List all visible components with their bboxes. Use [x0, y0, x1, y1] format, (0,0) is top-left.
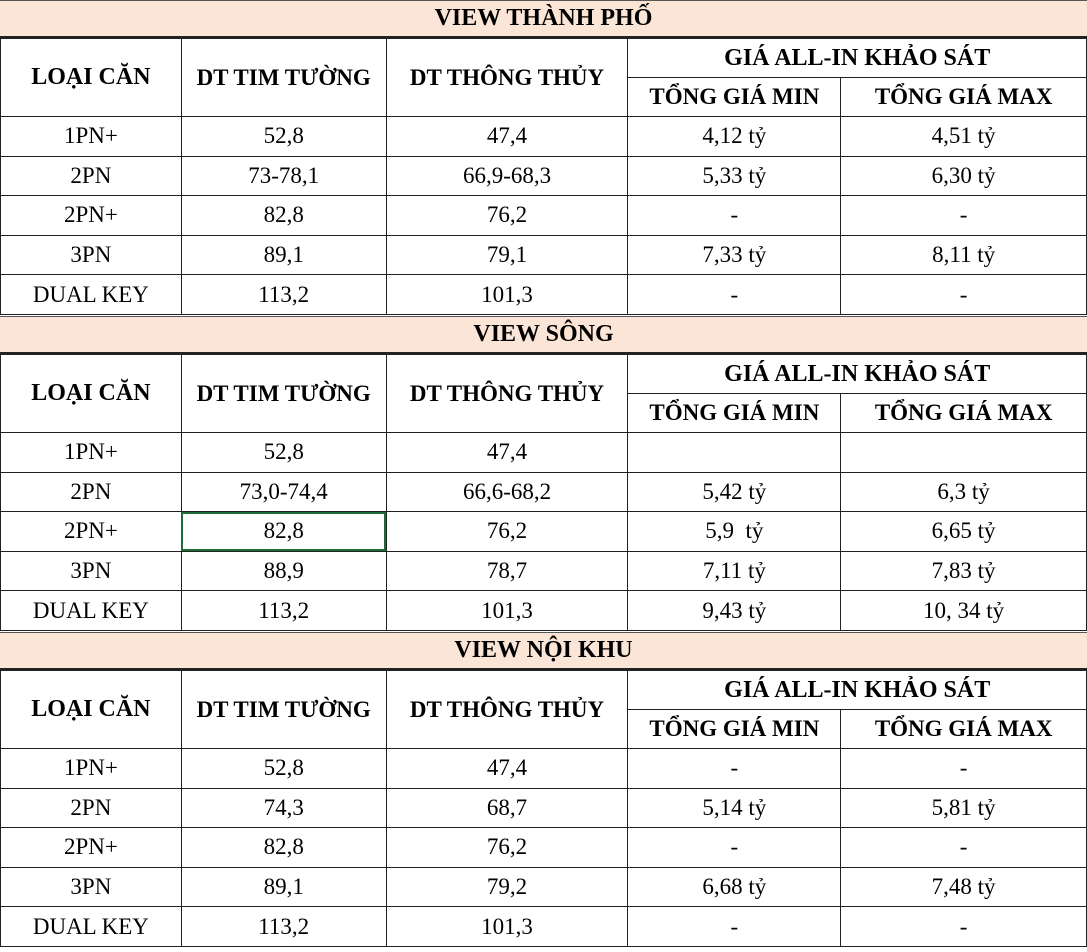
cell-dt-tim-tuong[interactable]: 74,3	[181, 788, 386, 828]
table-row	[1, 867, 1087, 907]
cell-price-max[interactable]: -	[841, 828, 1087, 868]
cell-price-max[interactable]: 7,48 tỷ	[841, 867, 1087, 907]
header-type[interactable]: LOẠI CĂN	[1, 671, 182, 749]
cell-type[interactable]: DUAL KEY	[1, 907, 182, 947]
cell-type[interactable]: 3PN	[1, 867, 182, 907]
table-row	[1, 907, 1087, 947]
cell-type[interactable]: DUAL KEY	[1, 591, 182, 631]
cell-price-min[interactable]: -	[628, 907, 841, 947]
cell-price-min[interactable]: -	[628, 275, 841, 315]
cell-dt-tim-tuong[interactable]: 88,9	[181, 551, 386, 591]
cell-price-min[interactable]: 7,11 tỷ	[628, 551, 841, 591]
header-dt-tim-tuong[interactable]: DT TIM TƯỜNG	[181, 39, 386, 117]
cell-price-min[interactable]: 4,12 tỷ	[628, 117, 841, 157]
cell-price-max[interactable]: 5,81 tỷ	[841, 788, 1087, 828]
cell-price-min[interactable]	[628, 433, 841, 473]
cell-dt-thong-thuy[interactable]: 47,4	[386, 749, 628, 789]
table-row	[1, 788, 1087, 828]
cell-dt-tim-tuong[interactable]: 52,8	[181, 117, 386, 157]
cell-price-max[interactable]: -	[841, 907, 1087, 947]
cell-price-max[interactable]: -	[841, 275, 1087, 315]
cell-dt-thong-thuy[interactable]: 47,4	[386, 433, 628, 473]
cell-type[interactable]: 2PN	[1, 156, 182, 196]
cell-dt-thong-thuy[interactable]: 79,2	[386, 867, 628, 907]
cell-dt-tim-tuong[interactable]: 113,2	[181, 275, 386, 315]
cell-dt-thong-thuy[interactable]: 101,3	[386, 907, 628, 947]
cell-dt-tim-tuong[interactable]: 89,1	[181, 867, 386, 907]
cell-price-max[interactable]: 8,11 tỷ	[841, 235, 1087, 275]
section-title[interactable]: VIEW NỘI KHU	[0, 632, 1087, 670]
section-view-song	[0, 316, 1087, 632]
cell-type[interactable]: 2PN	[1, 788, 182, 828]
cell-price-max[interactable]: 6,3 tỷ	[841, 472, 1087, 512]
section-view-thanh-pho	[0, 0, 1087, 316]
cell-type[interactable]: 1PN+	[1, 433, 182, 473]
cell-dt-tim-tuong[interactable]: 73,0-74,4	[181, 472, 386, 512]
cell-dt-thong-thuy[interactable]: 78,7	[386, 551, 628, 591]
cell-price-min[interactable]: 9,43 tỷ	[628, 591, 841, 631]
cell-price-max[interactable]: -	[841, 749, 1087, 789]
cell-dt-tim-tuong[interactable]: 113,2	[181, 907, 386, 947]
header-dt-thong-thuy[interactable]: DT THÔNG THỦY	[386, 39, 628, 117]
cell-type[interactable]: 2PN+	[1, 196, 182, 236]
header-price-min[interactable]: TỔNG GIÁ MIN	[628, 78, 841, 117]
cell-dt-thong-thuy[interactable]: 79,1	[386, 235, 628, 275]
header-price-max[interactable]: TỔNG GIÁ MAX	[841, 78, 1087, 117]
cell-type[interactable]: 3PN	[1, 551, 182, 591]
cell-price-min[interactable]: 5,33 tỷ	[628, 156, 841, 196]
cell-price-min[interactable]: -	[628, 749, 841, 789]
header-price-max[interactable]: TỔNG GIÁ MAX	[841, 394, 1087, 433]
cell-price-min[interactable]: 7,33 tỷ	[628, 235, 841, 275]
cell-type[interactable]: 3PN	[1, 235, 182, 275]
price-table	[0, 38, 1087, 315]
cell-type[interactable]: 2PN+	[1, 512, 182, 552]
cell-price-max[interactable]: 10, 34 tỷ	[841, 591, 1087, 631]
cell-dt-thong-thuy[interactable]: 101,3	[386, 591, 628, 631]
section-title[interactable]: VIEW SÔNG	[0, 316, 1087, 354]
header-price-group[interactable]: GIÁ ALL-IN KHẢO SÁT	[628, 39, 1087, 78]
cell-price-max[interactable]: 6,30 tỷ	[841, 156, 1087, 196]
table-row	[1, 117, 1087, 157]
cell-price-max[interactable]: 4,51 tỷ	[841, 117, 1087, 157]
table-row	[1, 749, 1087, 789]
table-row	[1, 512, 1087, 552]
cell-price-max[interactable]	[841, 433, 1087, 473]
cell-type[interactable]: 2PN+	[1, 828, 182, 868]
table-row	[1, 472, 1087, 512]
header-dt-tim-tuong[interactable]: DT TIM TƯỜNG	[181, 671, 386, 749]
header-price-group[interactable]: GIÁ ALL-IN KHẢO SÁT	[628, 671, 1087, 710]
header-dt-thong-thuy[interactable]: DT THÔNG THỦY	[386, 355, 628, 433]
table-row	[1, 828, 1087, 868]
cell-dt-thong-thuy[interactable]: 76,2	[386, 828, 628, 868]
price-table	[0, 354, 1087, 631]
header-dt-tim-tuong[interactable]: DT TIM TƯỜNG	[181, 355, 386, 433]
cell-type[interactable]: DUAL KEY	[1, 275, 182, 315]
header-price-group[interactable]: GIÁ ALL-IN KHẢO SÁT	[628, 355, 1087, 394]
cell-price-min[interactable]: 5,42 tỷ	[628, 472, 841, 512]
header-dt-thong-thuy[interactable]: DT THÔNG THỦY	[386, 671, 628, 749]
cell-dt-tim-tuong[interactable]: 82,8	[181, 828, 386, 868]
header-price-max[interactable]: TỔNG GIÁ MAX	[841, 710, 1087, 749]
cell-dt-tim-tuong[interactable]: 89,1	[181, 235, 386, 275]
cell-price-min[interactable]: 6,68 tỷ	[628, 867, 841, 907]
header-type[interactable]: LOẠI CĂN	[1, 39, 182, 117]
table-row	[1, 235, 1087, 275]
cell-type[interactable]: 2PN	[1, 472, 182, 512]
cell-dt-tim-tuong[interactable]: 113,2	[181, 591, 386, 631]
cell-dt-thong-thuy[interactable]: 66,6-68,2	[386, 472, 628, 512]
cell-price-max[interactable]: 6,65 tỷ	[841, 512, 1087, 552]
cell-dt-thong-thuy[interactable]: 76,2	[386, 196, 628, 236]
table-row	[1, 275, 1087, 315]
table-row	[1, 591, 1087, 631]
cell-type[interactable]: 1PN+	[1, 117, 182, 157]
cell-dt-thong-thuy[interactable]: 66,9-68,3	[386, 156, 628, 196]
cell-dt-tim-tuong[interactable]: 82,8	[181, 196, 386, 236]
cell-price-min[interactable]: 5,9 tỷ	[628, 512, 841, 552]
table-row	[1, 196, 1087, 236]
section-title[interactable]: VIEW THÀNH PHỐ	[0, 0, 1087, 38]
cell-price-min[interactable]: -	[628, 196, 841, 236]
cell-dt-thong-thuy[interactable]: 47,4	[386, 117, 628, 157]
cell-dt-tim-tuong-selected[interactable]: 82,8	[181, 512, 386, 552]
price-table	[0, 670, 1087, 947]
cell-dt-thong-thuy[interactable]: 68,7	[386, 788, 628, 828]
header-price-min[interactable]: TỔNG GIÁ MIN	[628, 710, 841, 749]
cell-price-min[interactable]: 5,14 tỷ	[628, 788, 841, 828]
cell-dt-thong-thuy[interactable]: 101,3	[386, 275, 628, 315]
table-row	[1, 156, 1087, 196]
cell-dt-tim-tuong[interactable]: 52,8	[181, 433, 386, 473]
header-price-min[interactable]: TỔNG GIÁ MIN	[628, 394, 841, 433]
table-row	[1, 433, 1087, 473]
cell-price-max[interactable]: -	[841, 196, 1087, 236]
cell-dt-tim-tuong[interactable]: 52,8	[181, 749, 386, 789]
cell-type[interactable]: 1PN+	[1, 749, 182, 789]
header-type[interactable]: LOẠI CĂN	[1, 355, 182, 433]
section-view-noi-khu	[0, 632, 1087, 952]
cell-price-max[interactable]: 7,83 tỷ	[841, 551, 1087, 591]
cell-dt-thong-thuy[interactable]: 76,2	[386, 512, 628, 552]
table-row	[1, 551, 1087, 591]
cell-price-min[interactable]: -	[628, 828, 841, 868]
cell-dt-tim-tuong[interactable]: 73-78,1	[181, 156, 386, 196]
